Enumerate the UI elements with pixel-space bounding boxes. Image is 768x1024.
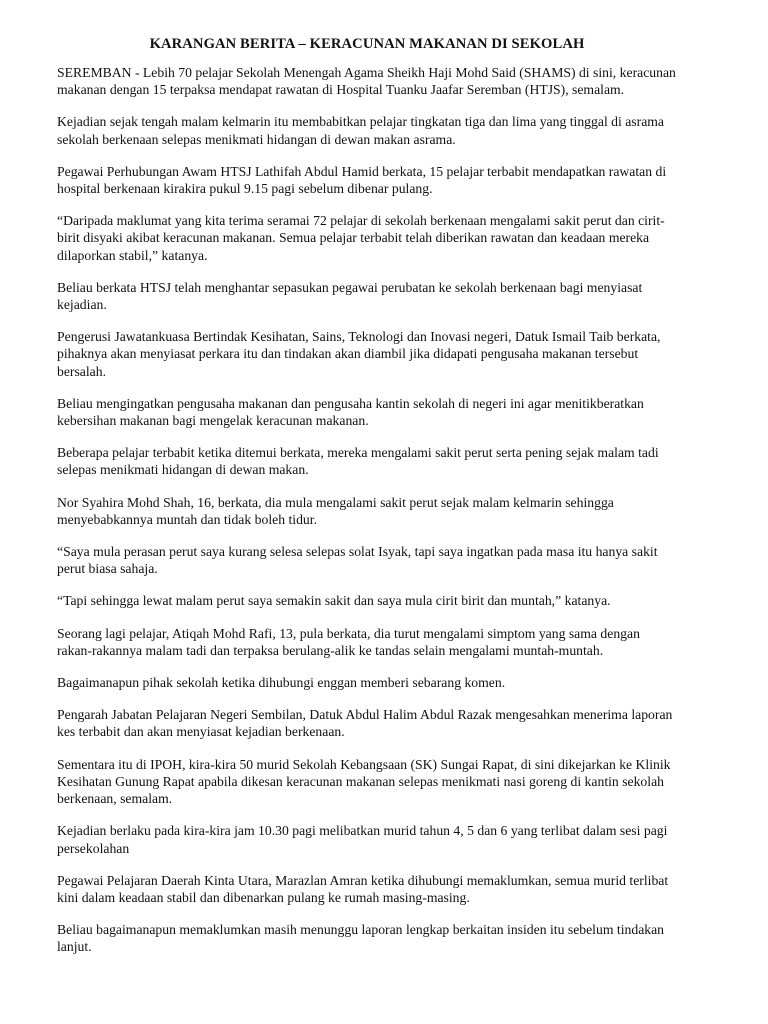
paragraph-18: Beliau bagaimanapun memaklumkan masih menunggu laporan lengkap berkaitan insiden itu sebelum tindakan lanjut. (57, 922, 665, 955)
document-title: KARANGAN BERITA – KERACUNAN MAKANAN DI SEKOLAH (149, 36, 585, 52)
paragraph-15: Sementara itu di IPOH, kira-kira 50 murid Sekolah Kebangsaan (SK) Sungai Rapat, di sini dikejarkan ke Klinik Kesihatan Gunung Rapat apabila dikesan keracunan makanan selepas menikmati nasi goreng di kantin sekolah berkenaan, semalam. (57, 756, 671, 807)
paragraph-1: SEREMBAN - Lebih 70 pelajar Sekolah Menengah Agama Sheikh Haji Mohd Said (SHAMS) di sini, keracunan makanan dengan 15 terpaksa mendapat rawatan di Hospital Tuanku Jaafar Seremban (HTJS), semalam. (57, 65, 676, 98)
paragraph-2: Kejadian sejak tengah malam kelmarin itu membabitkan pelajar tingkatan tiga dan lima yang tinggal di asrama sekolah berkenaan selepas menikmati hidangan di dewan makan asrama. (57, 114, 664, 147)
paragraph-7: Beliau mengingatkan pengusaha makanan dan pengusaha kantin sekolah di negeri ini agar menitikberatkan kebersihan makanan bagi mengelak keracunan makanan. (57, 395, 644, 429)
document-page (57, 36, 677, 971)
paragraph-5: Beliau berkata HTSJ telah menghantar sepasukan pegawai perubatan ke sekolah berkenaan bagi menyiasat kejadian. (57, 279, 643, 313)
paragraph-16: Kejadian berlaku pada kira-kira jam 10.30 pagi melibatkan murid tahun 4, 5 dan 6 yang terlibat dalam sesi pagi persekolahan (57, 823, 668, 856)
paragraph-12: Seorang lagi pelajar, Atiqah Mohd Rafi, 13, pula berkata, dia turut mengalami simptom yang sama dengan rakan-rakannya malam tadi dan terpaksa berulang-alik ke tandas selain mengalami muntah-muntah. (57, 625, 640, 658)
paragraph-3: Pegawai Perhubungan Awam HTSJ Lathifah Abdul Hamid berkata, 15 pelajar terbabit mendapatkan rawatan di hospital berkenaan kirakira pukul 9.15 pagi sebelum dibenar pulang. (57, 163, 667, 197)
paragraph-6: Pengerusi Jawatankuasa Bertindak Kesihatan, Sains, Teknologi dan Inovasi negeri, Datuk Ismail Taib berkata, pihaknya akan menyiasat perkara itu dan tindakan akan diambil jika didapati pengusaha makanan tersebut bersalah. (57, 329, 661, 379)
paragraph-14: Pengarah Jabatan Pelajaran Negeri Sembilan, Datuk Abdul Halim Abdul Razak mengesahkan menerima laporan kes terbabit dan akan menyiasat kejadian berkenaan. (57, 707, 673, 740)
paragraph-17: Pegawai Pelajaran Daerah Kinta Utara, Marazlan Amran ketika dihubungi memaklumkan, semua murid terlibat kini dalam keadaan stabil dan dibenarkan pulang ke rumah masing-masing. (57, 872, 669, 905)
paragraph-8: Beberapa pelajar terbabit ketika ditemui berkata, mereka mengalami sakit perut serta pening sejak malam tadi selepas menikmati hidangan di dewan makan. (57, 445, 659, 478)
paragraph-9: Nor Syahira Mohd Shah, 16, berkata, dia mula mengalami sakit perut sejak malam kelmarin sehingga menyebabkannya muntah dan tidak boleh tidur. (57, 494, 614, 527)
paragraph-10: “Saya mula perasan perut saya kurang selesa selepas solat Isyak, tapi saya ingatkan pada masa itu hanya sakit perut biasa sahaja. (57, 544, 658, 577)
paragraph-11: “Tapi sehingga lewat malam perut saya semakin sakit dan saya mula cirit birit dan muntah,” katanya. (57, 593, 611, 609)
paragraph-13: Bagaimanapun pihak sekolah ketika dihubungi enggan memberi sebarang komen. (57, 675, 506, 691)
paragraph-4: “Daripada maklumat yang kita terima seramai 72 pelajar di sekolah berkenaan mengalami sakit perut dan cirit-birit disyaki akibat keracunan makanan. Semua pelajar terbabit telah diberikan rawatan dan keadaan mereka dilaporkan stabil,” katanya. (57, 213, 665, 263)
